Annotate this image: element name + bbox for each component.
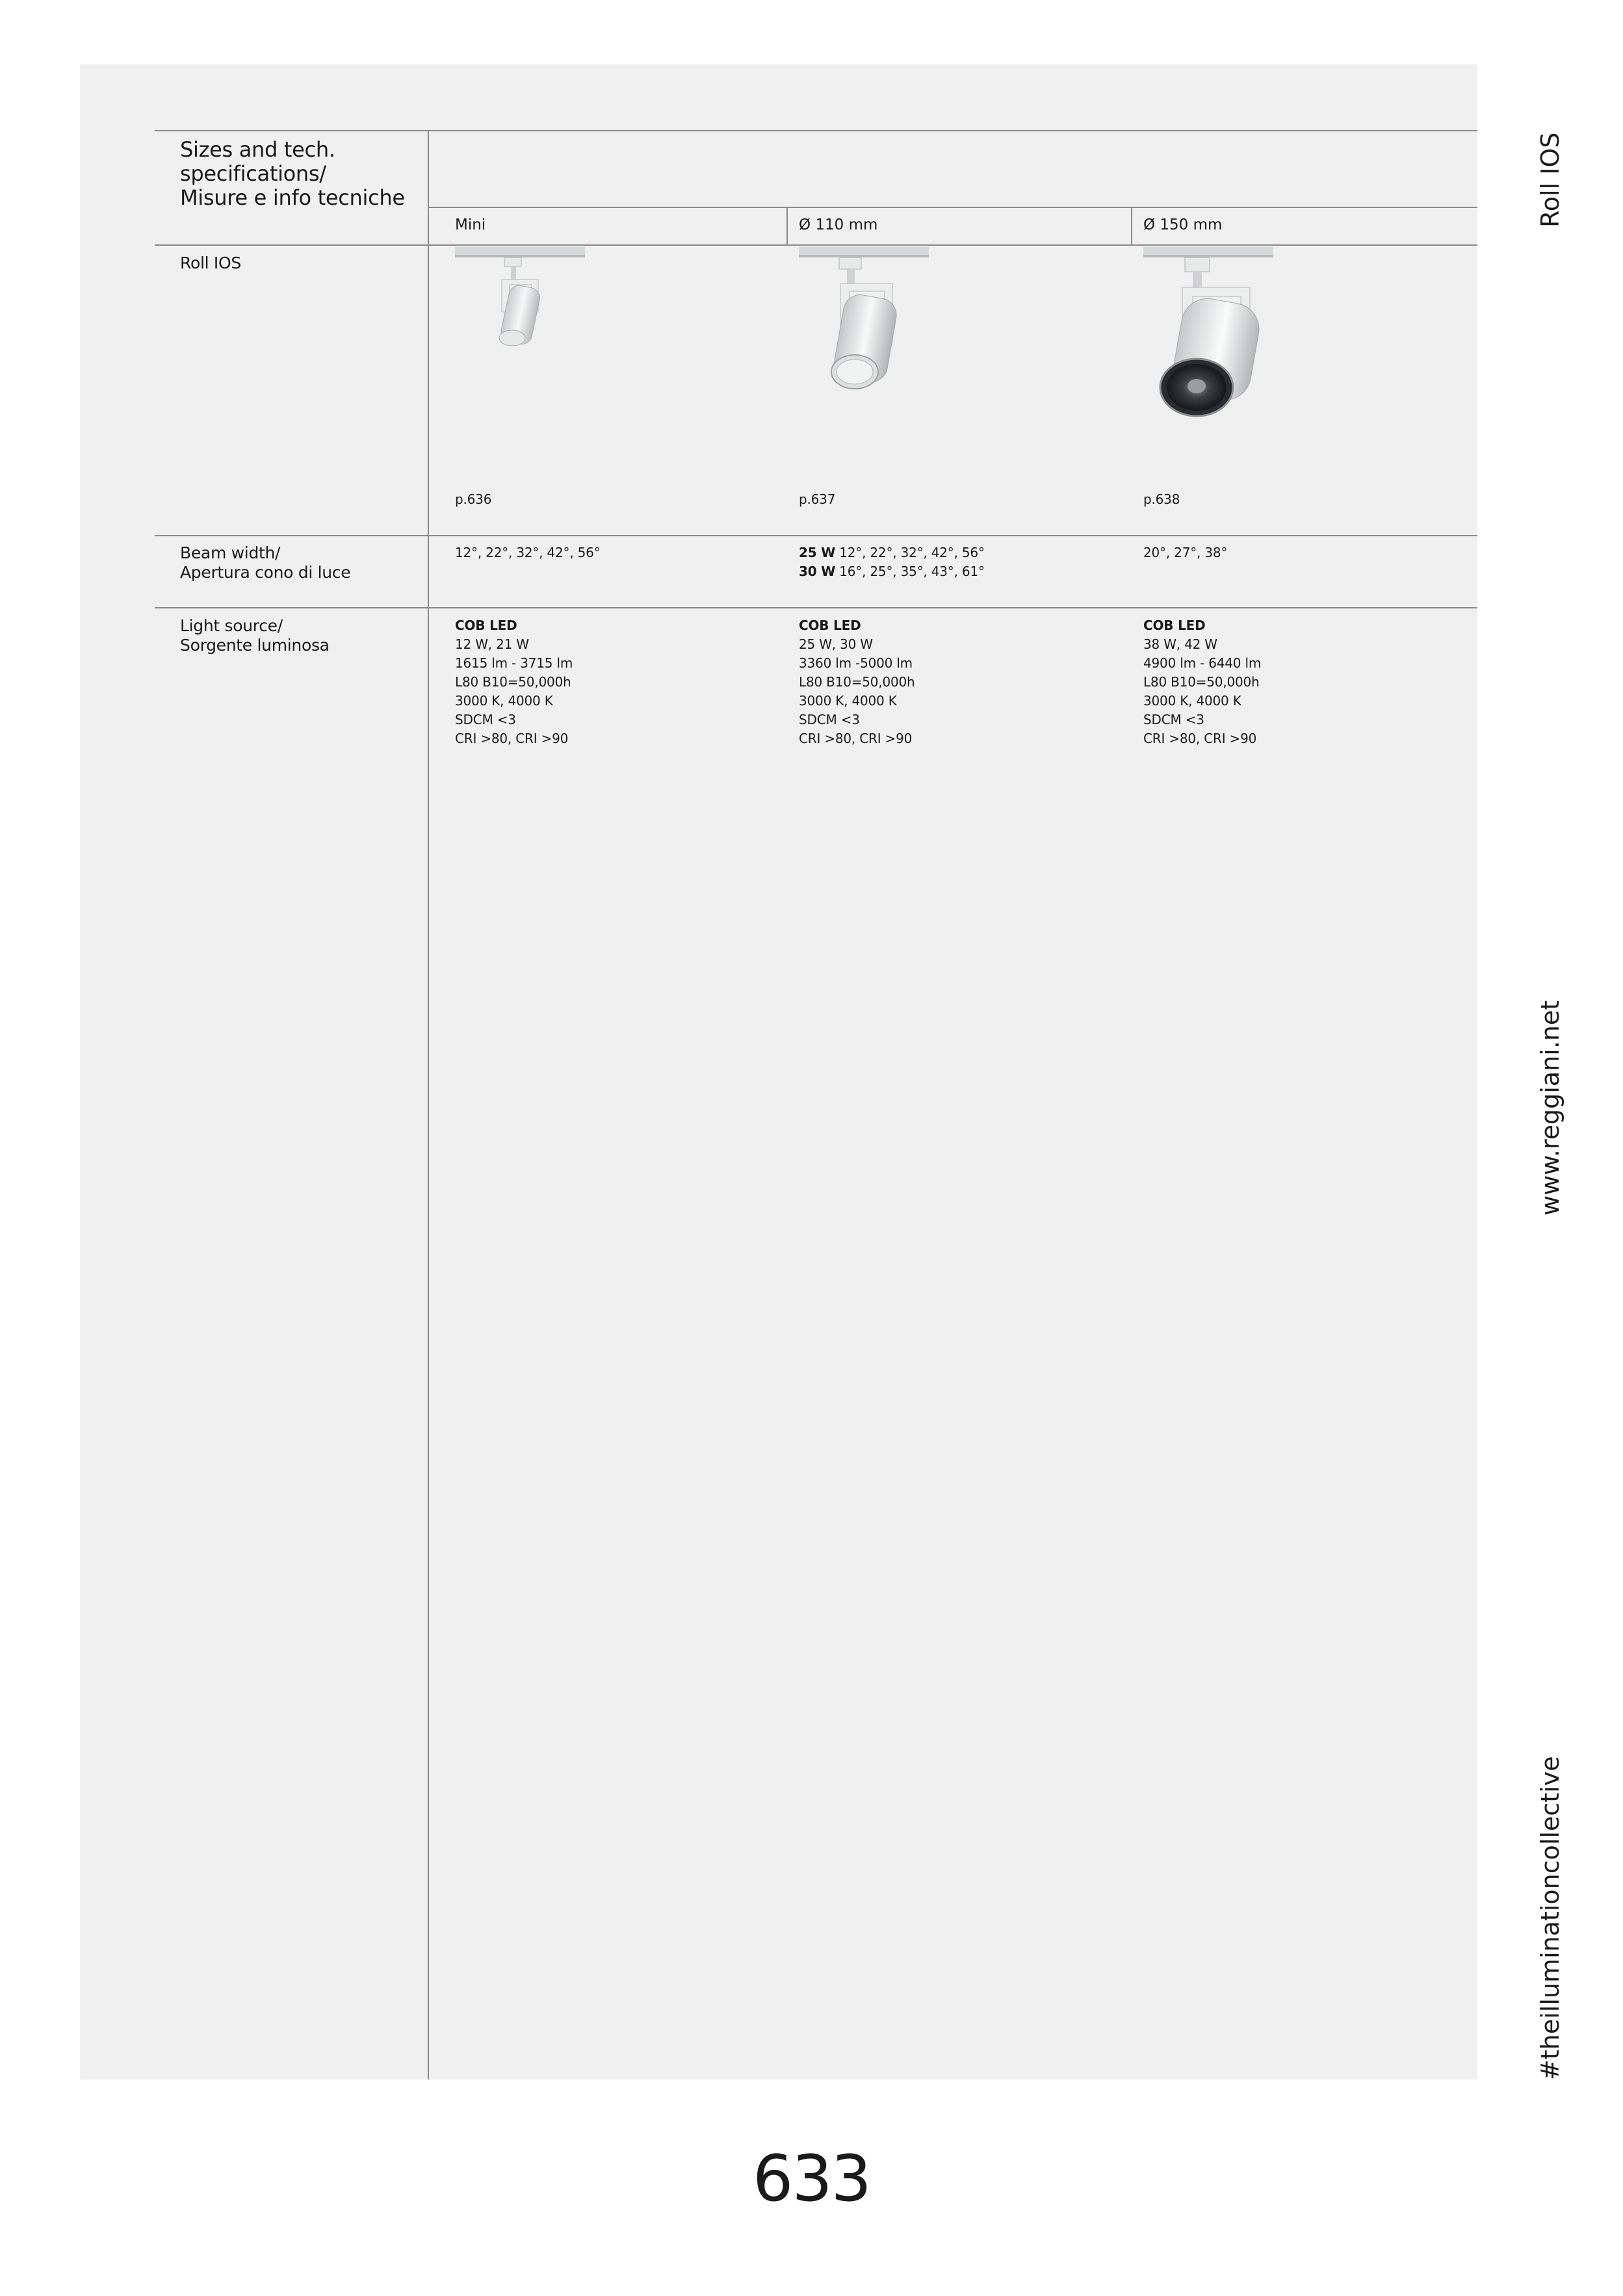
beam-110-line	[799, 562, 985, 581]
light-spec: L80 B10=50,000h	[1143, 674, 1260, 690]
beam-150: 20°, 27°, 38°	[1143, 545, 1228, 560]
section-title-line: Sizes and tech.	[180, 137, 335, 162]
beam-110-watt: 25 W	[799, 545, 836, 560]
light-spec: CRI >80, CRI >90	[799, 731, 913, 746]
light-type: COB LED	[799, 618, 861, 633]
page-number: 633	[752, 2142, 871, 2216]
light-spec: 12 W, 21 W	[455, 636, 529, 652]
rule-col-3	[1131, 207, 1132, 244]
light-spec: SDCM <3	[455, 712, 516, 727]
sidebar-hashtag: #theilluminationcollective	[1536, 1756, 1565, 2080]
rule-colheads	[429, 207, 1477, 208]
light-mini	[455, 616, 573, 748]
spotlight-150-icon	[1143, 246, 1280, 428]
light-spec: 38 W, 42 W	[1143, 636, 1217, 652]
product-image-110	[799, 246, 929, 402]
section-title-line: Misure e info tecniche	[180, 185, 405, 210]
row-label-product: Roll IOS	[180, 254, 241, 272]
light-spec: SDCM <3	[799, 712, 860, 727]
section-title-line: specifications/	[180, 161, 326, 186]
row-label-beam-line: Beam width/	[180, 543, 281, 562]
beam-110-watt: 30 W	[799, 564, 836, 579]
light-spec: L80 B10=50,000h	[799, 674, 915, 690]
sidebar-product-name: Roll IOS	[1536, 132, 1565, 228]
section-title	[180, 138, 405, 210]
row-label-light-line: Light source/	[180, 616, 283, 635]
spotlight-110-icon	[799, 246, 929, 402]
light-spec: L80 B10=50,000h	[455, 674, 571, 690]
page-ref-mini: p.636	[455, 491, 492, 507]
column-header-150: Ø 150 mm	[1143, 216, 1223, 233]
light-150	[1143, 616, 1261, 748]
beam-110-angles: 12°, 22°, 32°, 42°, 56°	[839, 545, 985, 560]
column-header-110: Ø 110 mm	[799, 216, 878, 233]
rule-label-column	[428, 130, 429, 2080]
rule-col-2	[786, 207, 788, 244]
light-spec: CRI >80, CRI >90	[455, 731, 569, 746]
product-image-mini	[455, 246, 585, 363]
row-label-light	[180, 616, 330, 655]
light-spec: CRI >80, CRI >90	[1143, 731, 1257, 746]
spotlight-mini-icon	[455, 246, 585, 363]
column-header-mini: Mini	[455, 216, 486, 233]
row-label-beam	[180, 543, 350, 582]
rule-row-light	[155, 607, 1477, 608]
beam-mini: 12°, 22°, 32°, 42°, 56°	[455, 545, 601, 560]
light-type: COB LED	[455, 618, 517, 633]
light-type: COB LED	[1143, 618, 1206, 633]
beam-110-line	[799, 543, 985, 562]
row-label-light-line: Sorgente luminosa	[180, 636, 330, 655]
beam-110	[799, 543, 985, 581]
light-spec: 4900 lm - 6440 lm	[1143, 655, 1262, 671]
light-spec: 3000 K, 4000 K	[1143, 693, 1241, 709]
rule-top	[155, 130, 1477, 131]
beam-110-angles: 16°, 25°, 35°, 43°, 61°	[839, 564, 985, 579]
light-spec: 3360 lm -5000 lm	[799, 655, 913, 671]
row-label-beam-line: Apertura cono di luce	[180, 563, 351, 582]
product-image-150	[1143, 246, 1280, 428]
page-ref-110: p.637	[799, 491, 836, 507]
light-spec: 25 W, 30 W	[799, 636, 873, 652]
light-spec: 3000 K, 4000 K	[455, 693, 553, 709]
light-spec: 3000 K, 4000 K	[799, 693, 897, 709]
light-spec: 1615 lm - 3715 lm	[455, 655, 573, 671]
page-ref-150: p.638	[1143, 491, 1180, 507]
light-spec: SDCM <3	[1143, 712, 1204, 727]
sidebar-website[interactable]: www.reggiani.net	[1536, 1000, 1565, 1216]
light-110	[799, 616, 915, 748]
rule-row-beam	[155, 535, 1477, 536]
